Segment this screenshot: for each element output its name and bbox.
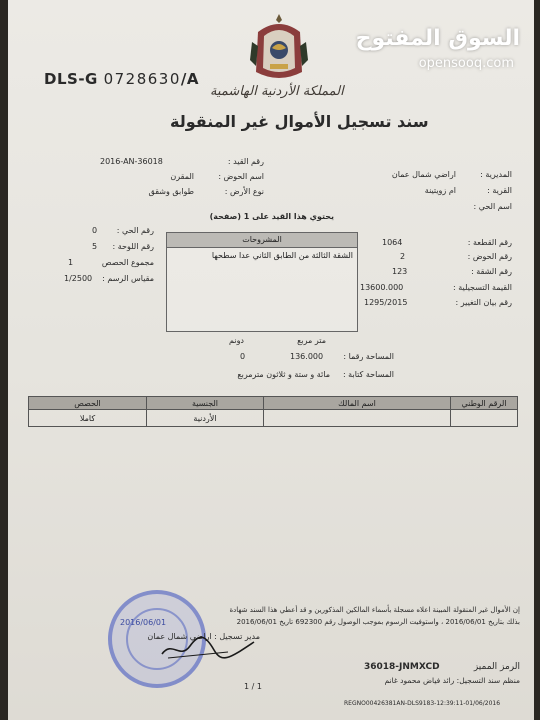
pages-count-line: يحتوي هذا القيد على 1 (صفحة) xyxy=(209,212,334,221)
reg-value-label: القيمة التسجيلية : xyxy=(453,283,512,292)
reference-code: REGNO00426381AN-DLS9183-12:39:11-01/06/2016 xyxy=(344,700,501,707)
land-type-label: نوع الأرض : xyxy=(224,187,264,196)
watermark-arabic: السوق المفتوح xyxy=(355,26,520,51)
organizer: منظم سند التسجيل: رائد فياض محمود غانم xyxy=(384,676,520,685)
change-statement-label: رقم بيان التغيير : xyxy=(455,298,512,307)
village-label: القرية : xyxy=(487,186,512,195)
reg-value-value: 13600.000 xyxy=(360,283,404,292)
owners-table xyxy=(28,396,518,427)
apartment-no-label: رقم الشقة : xyxy=(471,267,512,276)
directorate-value: اراضي شمال عمان xyxy=(391,170,456,179)
cell-national-id xyxy=(451,410,518,427)
plot-no-label: رقم القطعة : xyxy=(467,238,512,247)
board-no-value: 5 xyxy=(92,242,98,251)
col-national-id: الرقم الوطني xyxy=(451,397,518,410)
certification-line-1: إن الأموال غير المنقولة المبينة اعلاه مسجلة بأسماء المالكين المذكورين و قد أعطي هذا السند شهادة xyxy=(229,606,520,614)
land-type-value: طوابق وشقق xyxy=(148,187,194,196)
basin-no-label: رقم الحوض : xyxy=(467,252,512,261)
sqm-label: متر مربع xyxy=(297,336,326,345)
secret-code-label: الرمز المميز xyxy=(473,662,520,672)
basin-name-label: اسم الحوض : xyxy=(218,172,264,181)
basin-no-value: 2 xyxy=(400,252,406,261)
document-title: سند تسجيل الأموال غير المنقولة xyxy=(170,112,429,131)
jordan-crest-icon xyxy=(248,12,310,84)
kingdom-name: المملكة الأردنية الهاشمية xyxy=(210,84,344,99)
col-owner-name: اسم المالك xyxy=(264,397,451,410)
shares-value: 1 xyxy=(68,258,74,267)
cell-shares: كاملا xyxy=(29,410,147,427)
hay-no-value: 0 xyxy=(92,226,98,235)
cell-nationality: الأردنية xyxy=(147,410,264,427)
apartment-no-value: 123 xyxy=(392,267,408,276)
serial-prefix: DLS-G xyxy=(44,70,98,88)
neighborhood-label: اسم الحي : xyxy=(473,202,512,211)
basin-name-value: المقرن xyxy=(170,172,194,181)
watermark-domain: opensooq.com xyxy=(418,56,514,71)
reg-no-value: 2016-AN-36018 xyxy=(100,157,163,166)
conditions-text: الشقة الثالثة من الطابق الثاني عدا سطحها xyxy=(211,251,353,260)
conditions-box xyxy=(166,232,358,332)
owners-table-header xyxy=(29,397,518,410)
shares-label: مجموع الحصص xyxy=(101,258,154,267)
conditions-header: المشروحات xyxy=(167,233,357,248)
village-value: ام زويتينة xyxy=(424,186,456,195)
serial-digits: 0728630 xyxy=(103,70,181,88)
registration-document xyxy=(8,0,534,720)
dunum-value: 0 xyxy=(240,352,246,361)
serial-suffix: /A xyxy=(180,70,199,88)
stamp-date: 2016/06/01 xyxy=(120,618,167,627)
cell-owner-name xyxy=(264,410,451,427)
directorate-label: المديرية : xyxy=(480,170,512,179)
table-row xyxy=(29,410,518,427)
board-no-label: رقم اللوحة : xyxy=(112,242,154,251)
page-indicator: 1 / 1 xyxy=(244,682,262,691)
plot-no-value: 1064 xyxy=(382,238,403,247)
scale-value: 1/2500 xyxy=(64,274,93,283)
sqm-value: 136.000 xyxy=(290,352,324,361)
change-statement-value: 1295/2015 xyxy=(364,298,408,307)
area-words-label: المساحة كتابة : xyxy=(342,370,394,379)
certification-line-2: بذلك بتاريخ 2016/06/01 ، واستوفيت الرسوم بموجب الوصول رقم 692300 تاريخ 2016/06/01 xyxy=(236,618,520,626)
dunum-label: دونم xyxy=(229,336,244,345)
col-shares: الحصص xyxy=(29,397,147,410)
secret-code-value: 36018-JNMXCD xyxy=(364,662,440,672)
area-numeric-label: المساحة رقما : xyxy=(343,352,394,361)
area-words-value: مائة و ستة و ثلاثون مترمربع xyxy=(237,370,330,379)
serial-number xyxy=(44,70,199,88)
signature xyxy=(158,632,258,664)
hay-no-label: رقم الحي : xyxy=(116,226,154,235)
col-nationality: الجنسية xyxy=(147,397,264,410)
reg-no-label: رقم القيد : xyxy=(227,157,264,166)
registrar-label: مدير تسجيل : اراضي شمال عمان xyxy=(147,632,260,641)
scale-label: مقياس الرسم : xyxy=(102,274,154,283)
